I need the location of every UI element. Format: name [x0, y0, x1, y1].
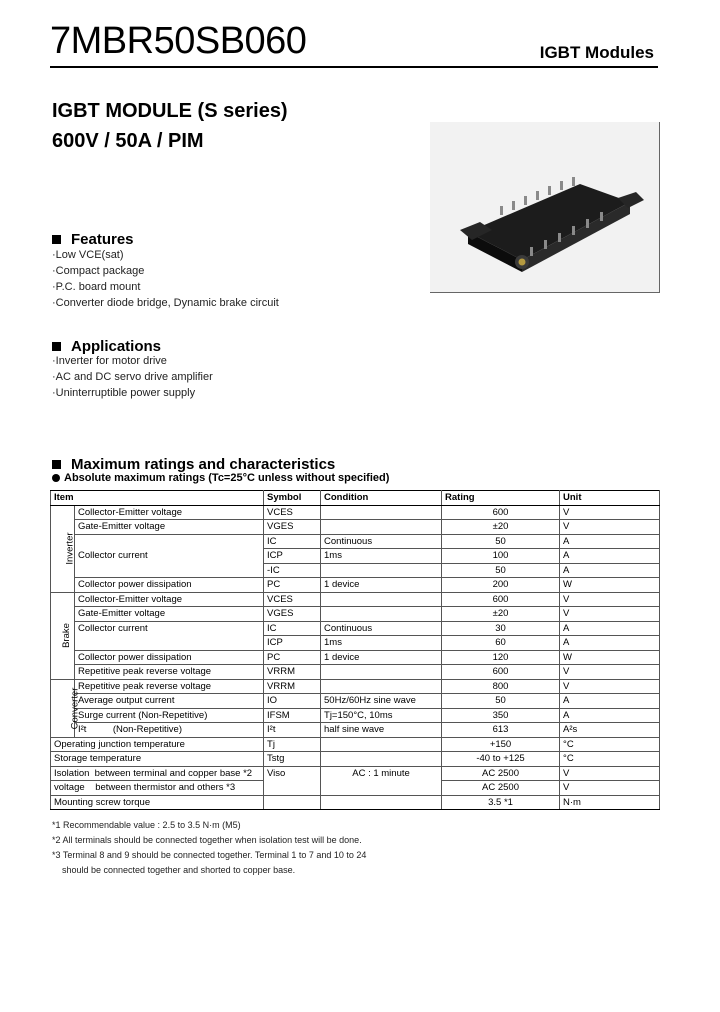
list-item: · Compact package: [52, 263, 279, 279]
cell-rating: 120: [442, 650, 560, 665]
cell-unit: A: [560, 534, 660, 549]
cell-item: Average output current: [75, 694, 264, 709]
table-row: [51, 694, 660, 709]
cell-unit: A: [560, 694, 660, 709]
cell-unit: V: [560, 607, 660, 622]
group-label: Brake: [60, 623, 72, 648]
cell-symbol: VGES: [264, 520, 321, 535]
cell-item: Surge current (Non-Repetitive): [75, 708, 264, 723]
cell-symbol: I²t: [264, 723, 321, 738]
cell-symbol: PC: [264, 650, 321, 665]
igbt-module-image: [430, 122, 659, 292]
cell-item: Isolation between terminal and copper base *2: [51, 766, 264, 781]
table-row: [51, 621, 660, 636]
cell-symbol: IO: [264, 694, 321, 709]
group-converter: [51, 679, 81, 737]
cell-condition: 1 device: [321, 578, 442, 593]
cell-unit: A: [560, 708, 660, 723]
table-row: [51, 607, 660, 622]
header-rule: [50, 66, 658, 68]
list-item: · P.C. board mount: [52, 279, 279, 295]
features-heading-text: Features: [71, 231, 134, 248]
cell-unit: N·m: [560, 795, 660, 810]
cell-condition: 1ms: [321, 549, 442, 564]
cell-unit: V: [560, 781, 660, 796]
cell-symbol: ICP: [264, 636, 321, 651]
cell-rating: 600: [442, 665, 560, 680]
ratings-subheading-text: Absolute maximum ratings (Tc=25°C unless without specified): [64, 472, 390, 484]
col-rating: Rating: [442, 491, 560, 506]
cell-rating: 50: [442, 694, 560, 709]
cell-unit: W: [560, 578, 660, 593]
cell-item: voltage between thermistor and others *3: [51, 781, 264, 796]
cell-item: Collector current: [75, 621, 264, 650]
square-bullet-icon: [52, 342, 61, 351]
cell-condition: [321, 607, 442, 622]
cell-item: Collector-Emitter voltage: [75, 592, 264, 607]
model-number: 7MBR50SB060: [50, 20, 307, 62]
cell-item: Repetitive peak reverse voltage: [75, 679, 264, 694]
footnote: should be connected together and shorted to copper base.: [62, 865, 296, 875]
cell-symbol: [264, 795, 321, 810]
cell-unit: A: [560, 549, 660, 564]
table-row: [51, 520, 660, 535]
table-row: [51, 766, 660, 781]
table-row: [51, 737, 660, 752]
table-row: [51, 723, 660, 738]
cell-condition: [321, 520, 442, 535]
group-brake: [51, 592, 75, 679]
cell-symbol: IFSM: [264, 708, 321, 723]
table-row: [51, 650, 660, 665]
cell-unit: V: [560, 520, 660, 535]
cell-condition: [321, 592, 442, 607]
cell-rating: 600: [442, 505, 560, 520]
cell-symbol: VCES: [264, 505, 321, 520]
cell-item: Gate-Emitter voltage: [75, 520, 264, 535]
group-label: Inverter: [64, 532, 76, 565]
cell-condition: [321, 665, 442, 680]
footnote: *2 All terminals should be connected together when isolation test will be done.: [52, 835, 362, 845]
group-label: Converter: [69, 687, 81, 729]
col-item: Item: [51, 491, 264, 506]
cell-symbol: VRRM: [264, 679, 321, 694]
ratings-heading: [52, 456, 335, 473]
cell-rating: 50: [442, 534, 560, 549]
cell-condition: [321, 563, 442, 578]
cell-symbol: Tj: [264, 737, 321, 752]
cell-rating: 350: [442, 708, 560, 723]
cell-condition: [321, 737, 442, 752]
cell-rating: ±20: [442, 607, 560, 622]
footnote: *1 Recommendable value : 2.5 to 3.5 N·m (M5): [52, 820, 241, 830]
cell-condition: 50Hz/60Hz sine wave: [321, 694, 442, 709]
col-unit: Unit: [560, 491, 660, 506]
cell-rating: ±20: [442, 520, 560, 535]
table-row: [51, 752, 660, 767]
cell-rating: 60: [442, 636, 560, 651]
applications-list: [52, 353, 213, 401]
cell-item: Operating junction temperature: [51, 737, 264, 752]
cell-symbol: IC: [264, 534, 321, 549]
cell-unit: °C: [560, 737, 660, 752]
cell-rating: 200: [442, 578, 560, 593]
table-row: [51, 592, 660, 607]
table-row: [51, 665, 660, 680]
table-row: [51, 708, 660, 723]
cell-rating: 613: [442, 723, 560, 738]
cell-unit: V: [560, 592, 660, 607]
ratings-subheading: [52, 472, 389, 484]
cell-unit: A: [560, 621, 660, 636]
cell-symbol: Viso: [264, 766, 321, 795]
cell-rating: AC 2500: [442, 781, 560, 796]
footnotes: [52, 818, 366, 878]
cell-condition: [321, 752, 442, 767]
list-item: · Low VCE(sat): [52, 247, 279, 263]
cell-condition: AC : 1 minute: [321, 766, 442, 795]
cell-symbol: PC: [264, 578, 321, 593]
col-condition: Condition: [321, 491, 442, 506]
ratings-table: [50, 490, 660, 810]
table-row: [51, 578, 660, 593]
cell-item: Collector power dissipation: [75, 650, 264, 665]
product-title: IGBT MODULE (S series): [52, 100, 288, 122]
product-rating-summary: 600V / 50A / PIM: [52, 130, 204, 152]
cell-condition: [321, 679, 442, 694]
cell-rating: 3.5 *1: [442, 795, 560, 810]
cell-item: Collector current: [75, 534, 264, 578]
table-row: [51, 505, 660, 520]
cell-symbol: Tstg: [264, 752, 321, 767]
cell-condition: [321, 795, 442, 810]
group-inverter: [51, 505, 75, 592]
cell-condition: Continuous: [321, 534, 442, 549]
cell-rating: AC 2500: [442, 766, 560, 781]
cell-symbol: VRRM: [264, 665, 321, 680]
cell-symbol: ICP: [264, 549, 321, 564]
table-row: [51, 679, 660, 694]
cell-unit: V: [560, 679, 660, 694]
cell-item: Repetitive peak reverse voltage: [75, 665, 264, 680]
cell-item: Collector-Emitter voltage: [75, 505, 264, 520]
cell-unit: A: [560, 636, 660, 651]
cell-unit: A²s: [560, 723, 660, 738]
footnote: *3 Terminal 8 and 9 should be connected together. Terminal 1 to 7 and 10 to 24: [52, 850, 367, 860]
cell-item: I²t (Non-Repetitive): [75, 723, 264, 738]
table-header-row: [51, 491, 660, 506]
round-bullet-icon: [52, 474, 60, 482]
cell-unit: W: [560, 650, 660, 665]
cell-condition: half sine wave: [321, 723, 442, 738]
cell-item: Gate-Emitter voltage: [75, 607, 264, 622]
features-heading: [52, 231, 134, 248]
product-category: IGBT Modules: [539, 43, 654, 62]
cell-condition: [321, 505, 442, 520]
cell-unit: V: [560, 766, 660, 781]
cell-rating: 30: [442, 621, 560, 636]
cell-rating: 600: [442, 592, 560, 607]
cell-item: Mounting screw torque: [51, 795, 264, 810]
square-bullet-icon: [52, 460, 61, 469]
applications-heading-text: Applications: [71, 338, 162, 355]
cell-condition: Tj=150°C, 10ms: [321, 708, 442, 723]
cell-item: Collector power dissipation: [75, 578, 264, 593]
cell-item: Storage temperature: [51, 752, 264, 767]
table-row: [51, 534, 660, 549]
table-row: [51, 795, 660, 810]
cell-unit: V: [560, 665, 660, 680]
list-item: · AC and DC servo drive amplifier: [52, 369, 213, 385]
cell-rating: 50: [442, 563, 560, 578]
cell-symbol: -IC: [264, 563, 321, 578]
cell-condition: 1ms: [321, 636, 442, 651]
features-list: [52, 247, 279, 311]
cell-symbol: VCES: [264, 592, 321, 607]
cell-unit: V: [560, 505, 660, 520]
cell-rating: 100: [442, 549, 560, 564]
cell-unit: A: [560, 563, 660, 578]
cell-unit: °C: [560, 752, 660, 767]
cell-condition: 1 device: [321, 650, 442, 665]
list-item: · Uninterruptible power supply: [52, 385, 213, 401]
cell-rating: +150: [442, 737, 560, 752]
cell-condition: Continuous: [321, 621, 442, 636]
cell-symbol: IC: [264, 621, 321, 636]
ratings-heading-text: Maximum ratings and characteristics: [71, 456, 336, 473]
list-item: · Converter diode bridge, Dynamic brake circuit: [52, 295, 279, 311]
module-photo: [430, 122, 660, 293]
cell-rating: -40 to +125: [442, 752, 560, 767]
cell-rating: 800: [442, 679, 560, 694]
col-symbol: Symbol: [264, 491, 321, 506]
square-bullet-icon: [52, 235, 61, 244]
list-item: · Inverter for motor drive: [52, 353, 213, 369]
cell-symbol: VGES: [264, 607, 321, 622]
